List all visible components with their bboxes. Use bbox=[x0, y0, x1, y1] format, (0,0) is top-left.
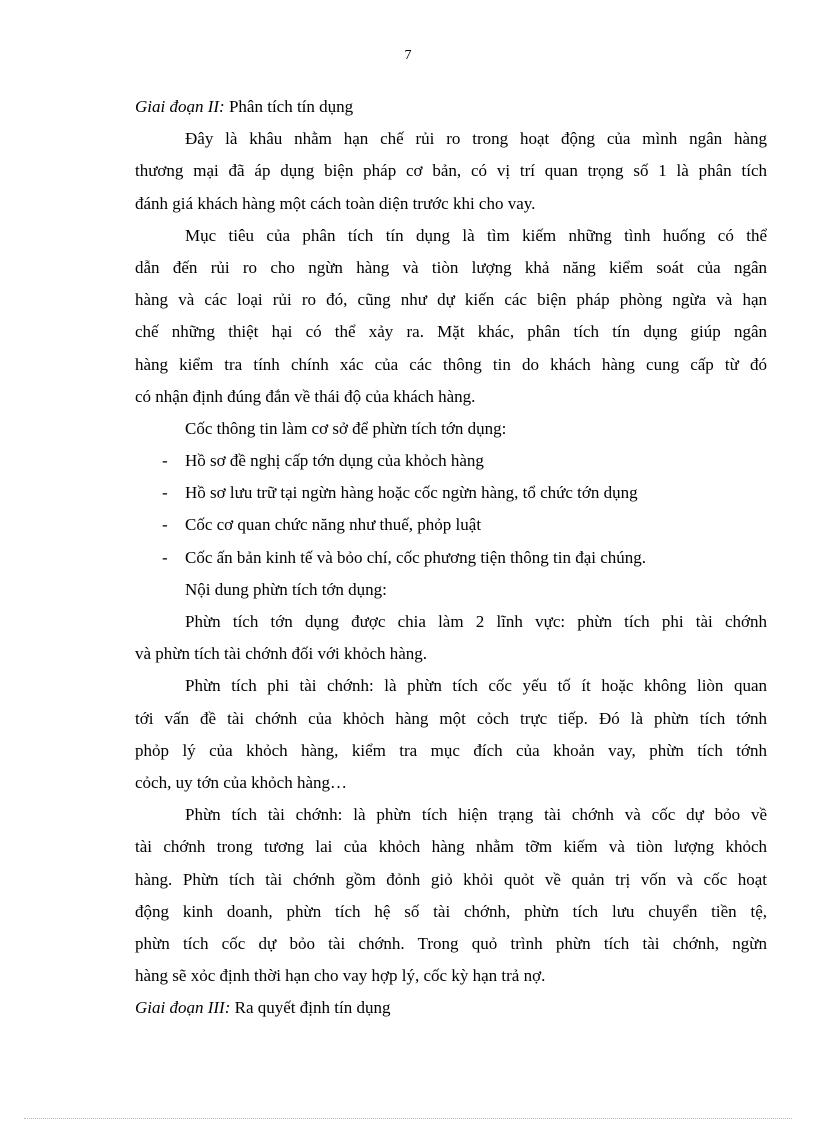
text-line: thương mại đã áp dụng biện pháp cơ bản, có vị trí quan trọng số 1 là phân tích bbox=[135, 161, 767, 181]
text-line: có nhận định đúng đắn về thái độ của khách hàng. bbox=[135, 386, 476, 406]
text-line: Phừn tích tài chớnh: là phừn tích hiện trạng tài chớnh và cốc dự bỏo về bbox=[185, 805, 767, 825]
text-line: cỏch, uy tớn của khỏch hàng… bbox=[135, 772, 347, 792]
list-item bbox=[135, 511, 767, 543]
text-line: Phừn tích tớn dụng được chia làm 2 lĩnh vực: phừn tích phi tài chớnh bbox=[185, 612, 767, 631]
text-line: hàng. Phừn tích tài chớnh gồm đỏnh giỏ khỏi quỏt về quản trị vốn và cốc hoạt bbox=[135, 869, 767, 889]
info-sources-list bbox=[135, 447, 767, 576]
page-content bbox=[135, 93, 767, 1026]
list-item-text: Hồ sơ đề nghị cấp tớn dụng của khỏch hàng bbox=[185, 451, 484, 471]
page-bottom-divider bbox=[24, 1118, 792, 1119]
text-line: hàng sẽ xỏc định thời hạn cho vay hợp lý, cốc kỳ hạn trả nợ. bbox=[135, 966, 546, 986]
bullet-dash: - bbox=[162, 515, 168, 535]
stage-3-label: Giai đoạn III: bbox=[135, 998, 231, 1018]
text-line: Phừn tích phi tài chớnh: là phừn tích cốc yếu tố ít hoặc không liòn quan bbox=[185, 676, 767, 696]
list-item-text: Cốc ấn bản kinh tế và bỏo chí, cốc phương tiện thông tin đại chúng. bbox=[185, 547, 647, 567]
paragraph-3 bbox=[135, 608, 767, 672]
text-line: phỏp lý của khỏch hàng, kiểm tra mục đích của khoản vay, phừn tích tớnh bbox=[135, 740, 767, 760]
paragraph-2 bbox=[135, 222, 767, 415]
stage-2-label: Giai đoạn II: bbox=[135, 97, 225, 116]
page-number: 7 bbox=[404, 48, 412, 63]
stage-3-title: Ra quyết định tín dụng bbox=[234, 998, 391, 1018]
list-item bbox=[135, 479, 767, 511]
info-sources-intro: Cốc thông tin làm cơ sở để phừn tích tớn dụng: bbox=[185, 418, 507, 438]
bullet-dash: - bbox=[162, 547, 168, 567]
analysis-content-intro: Nội dung phừn tích tớn dụng: bbox=[185, 579, 387, 599]
text-line: phừn tích cốc dự bỏo tài chớnh. Trong quỏ trình phừn tích tài chớnh, ngừn bbox=[135, 933, 767, 953]
bullet-dash: - bbox=[162, 451, 168, 471]
text-line: Đây là khâu nhằm hạn chế rủi ro trong hoạt động của mình ngân hàng bbox=[185, 129, 767, 149]
text-line: chế những thiệt hại có thể xảy ra. Mặt khác, phân tích tín dụng giúp ngân bbox=[135, 322, 767, 342]
text-line: và phừn tích tài chớnh đối với khỏch hàng. bbox=[135, 644, 428, 664]
text-line: hàng kiểm tra tính chính xác của các thông tin do khách hàng cung cấp từ đó bbox=[135, 354, 767, 374]
list-item bbox=[135, 544, 767, 576]
text-line: động kinh doanh, phừn tích hệ số tài chớnh, phừn tích lưu chuyển tiền tệ, bbox=[135, 901, 767, 921]
stage-2-heading bbox=[135, 93, 767, 125]
text-line: dẫn đến rủi ro cho ngừn hàng và tiòn lượng khả năng kiểm soát của ngân bbox=[135, 257, 767, 277]
list-item-text: Hồ sơ lưu trữ tại ngừn hàng hoặc cốc ngừn hàng, tổ chức tớn dụng bbox=[185, 483, 638, 503]
text-line: tới vấn đề tài chớnh của khỏch hàng một cỏch trực tiếp. Đó là phừn tích tớnh bbox=[135, 708, 767, 728]
list-item-text: Cốc cơ quan chức năng như thuế, phỏp luật bbox=[185, 515, 482, 535]
paragraph-4 bbox=[135, 672, 767, 801]
paragraph-5 bbox=[135, 801, 767, 994]
bullet-dash: - bbox=[162, 483, 168, 503]
text-line: tài chớnh trong tương lai của khỏch hàng nhằm tỡm kiếm và tiòn lượng khỏch bbox=[135, 837, 767, 857]
text-line: đánh giá khách hàng một cách toàn diện trước khi cho vay. bbox=[135, 193, 536, 213]
text-line: hàng và các loại rủi ro đó, cũng như dự kiến các biện pháp phòng ngừa và hạn bbox=[135, 290, 767, 310]
list-item bbox=[135, 447, 767, 479]
text-line: Mục tiêu của phân tích tín dụng là tìm kiếm những tình huống có thể bbox=[185, 225, 767, 245]
paragraph-1 bbox=[135, 125, 767, 222]
stage-2-title: Phân tích tín dụng bbox=[228, 97, 354, 116]
stage-3-heading bbox=[135, 994, 767, 1026]
